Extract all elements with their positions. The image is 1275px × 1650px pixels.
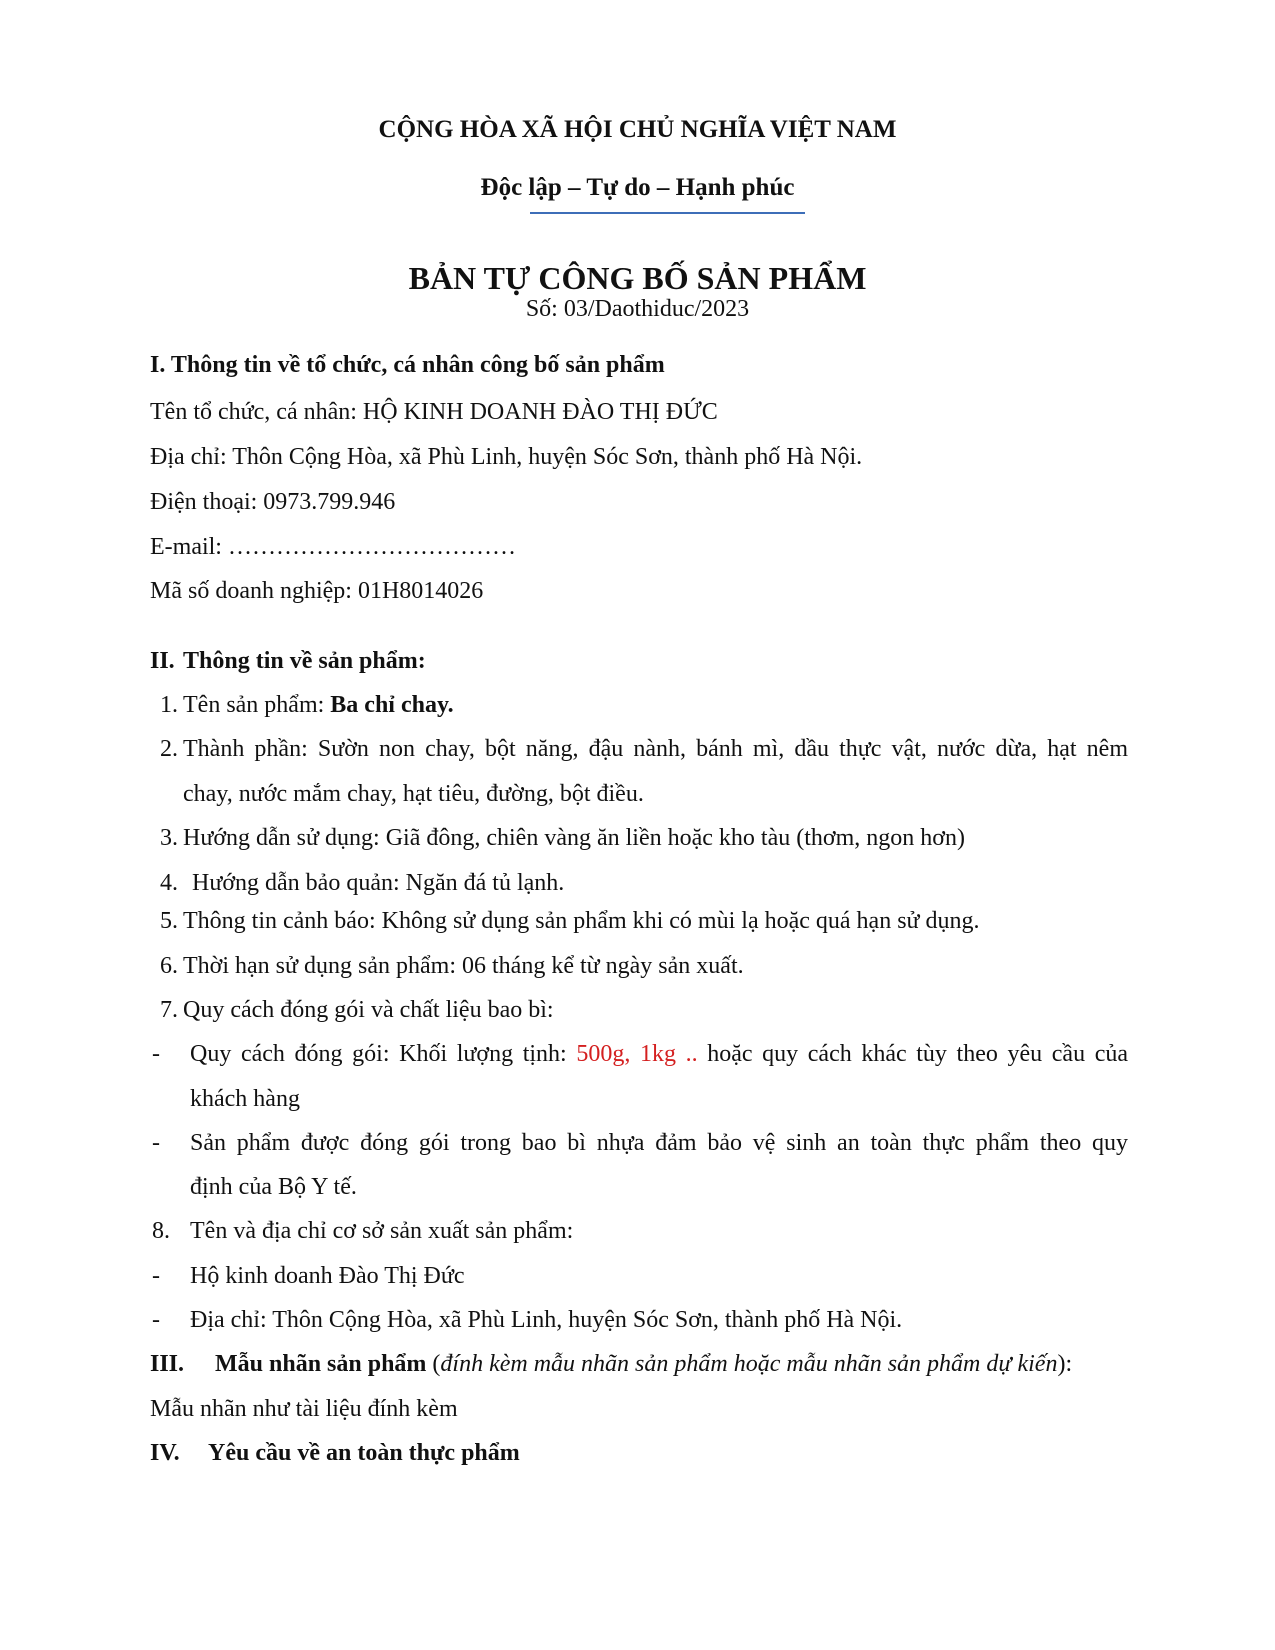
section-4-heading: Yêu cầu về an toàn thực phẩm — [208, 1440, 520, 1466]
item-4-number: 4. — [160, 870, 178, 896]
bullet-dash: - — [152, 1041, 160, 1067]
section-2-number: II. — [150, 648, 175, 674]
org-address: Địa chỉ: Thôn Cộng Hòa, xã Phù Linh, huyện Sóc Sơn, thành phố Hà Nội. — [150, 444, 863, 470]
item-7-number: 7. — [160, 997, 178, 1023]
item-3-number: 3. — [160, 825, 178, 851]
item-7: Quy cách đóng gói và chất liệu bao bì: — [183, 997, 554, 1023]
section-3-open-paren: ( — [426, 1351, 441, 1377]
producer-address: Địa chỉ: Thôn Cộng Hòa, xã Phù Linh, huyện Sóc Sơn, thành phố Hà Nội. — [190, 1307, 903, 1333]
motto: Độc lập – Tự do – Hạnh phúc — [480, 174, 795, 201]
label-sample-note: Mẫu nhãn như tài liệu đính kèm — [150, 1396, 458, 1422]
item-8-number: 8. — [152, 1218, 170, 1244]
packing-weights: 500g, 1kg .. — [576, 1041, 698, 1067]
packing-line-1 — [190, 1039, 1128, 1069]
packing-label: Quy cách đóng gói: Khối lượng tịnh: — [190, 1041, 577, 1067]
packaging-line-2: định của Bộ Y tế. — [190, 1174, 357, 1200]
org-name: Tên tổ chức, cá nhân: HỘ KINH DOANH ĐÀO THỊ ĐỨC — [150, 399, 718, 425]
org-email: E-mail: ……………………………… — [150, 534, 516, 560]
section-3-note: đính kèm mẫu nhãn sản phẩm hoặc mẫu nhãn sản phẩm dự kiến — [440, 1351, 1058, 1377]
item-3: Hướng dẫn sử dụng: Giã đông, chiên vàng ăn liền hoặc kho tàu (thơm, ngon hơn) — [183, 825, 965, 851]
item-1 — [183, 690, 454, 720]
producer-name: Hộ kinh doanh Đào Thị Đức — [190, 1263, 465, 1289]
section-3-close: ): — [1057, 1351, 1073, 1377]
packing-line-2: khách hàng — [190, 1086, 300, 1112]
bullet-dash: - — [152, 1263, 160, 1289]
packing-rest: hoặc quy cách khác tùy theo yêu cầu của — [697, 1041, 1128, 1067]
section-3-number: III. — [150, 1351, 185, 1377]
nation-heading: CỘNG HÒA XÃ HỘI CHỦ NGHĨA VIỆT NAM — [378, 116, 897, 143]
bullet-dash: - — [152, 1130, 160, 1156]
item-2-line-1: Thành phần: Sườn non chay, bột năng, đậu nành, bánh mì, dầu thực vật, nước dừa, hạt nêm — [183, 736, 1128, 762]
item-1-number: 1. — [160, 692, 178, 718]
section-1-heading: I. Thông tin về tổ chức, cá nhân công bố sản phẩm — [150, 352, 665, 378]
section-3-heading-line — [215, 1349, 1072, 1379]
item-5-number: 5. — [160, 908, 178, 934]
item-1-label: Tên sản phẩm: — [183, 692, 331, 718]
org-tax-code: Mã số doanh nghiệp: 01H8014026 — [150, 578, 484, 604]
section-2-heading: Thông tin về sản phẩm: — [183, 648, 426, 674]
org-phone: Điện thoại: 0973.799.946 — [150, 489, 396, 515]
item-8: Tên và địa chỉ cơ sở sản xuất sản phẩm: — [190, 1218, 574, 1244]
item-2-line-2: chay, nước mắm chay, hạt tiêu, đường, bột điều. — [183, 781, 644, 807]
section-4-number: IV. — [150, 1440, 180, 1466]
item-5: Thông tin cảnh báo: Không sử dụng sản phẩm khi có mùi lạ hoặc quá hạn sử dụng. — [183, 908, 980, 934]
document-title: BẢN TỰ CÔNG BỐ SẢN PHẨM — [408, 260, 867, 296]
item-6: Thời hạn sử dụng sản phẩm: 06 tháng kể từ ngày sản xuất. — [183, 953, 744, 979]
item-2-number: 2. — [160, 736, 178, 762]
bullet-dash: - — [152, 1307, 160, 1333]
item-6-number: 6. — [160, 953, 178, 979]
motto-underline — [530, 212, 805, 214]
product-name: Ba chỉ chay. — [330, 692, 454, 718]
section-3-heading: Mẫu nhãn sản phẩm — [215, 1351, 427, 1377]
packaging-line-1: Sản phẩm được đóng gói trong bao bì nhựa đảm bảo vệ sinh an toàn thực phẩm theo quy — [190, 1130, 1128, 1156]
item-4: Hướng dẫn bảo quản: Ngăn đá tủ lạnh. — [192, 870, 565, 896]
document-number: Số: 03/Daothiduc/2023 — [525, 296, 750, 322]
